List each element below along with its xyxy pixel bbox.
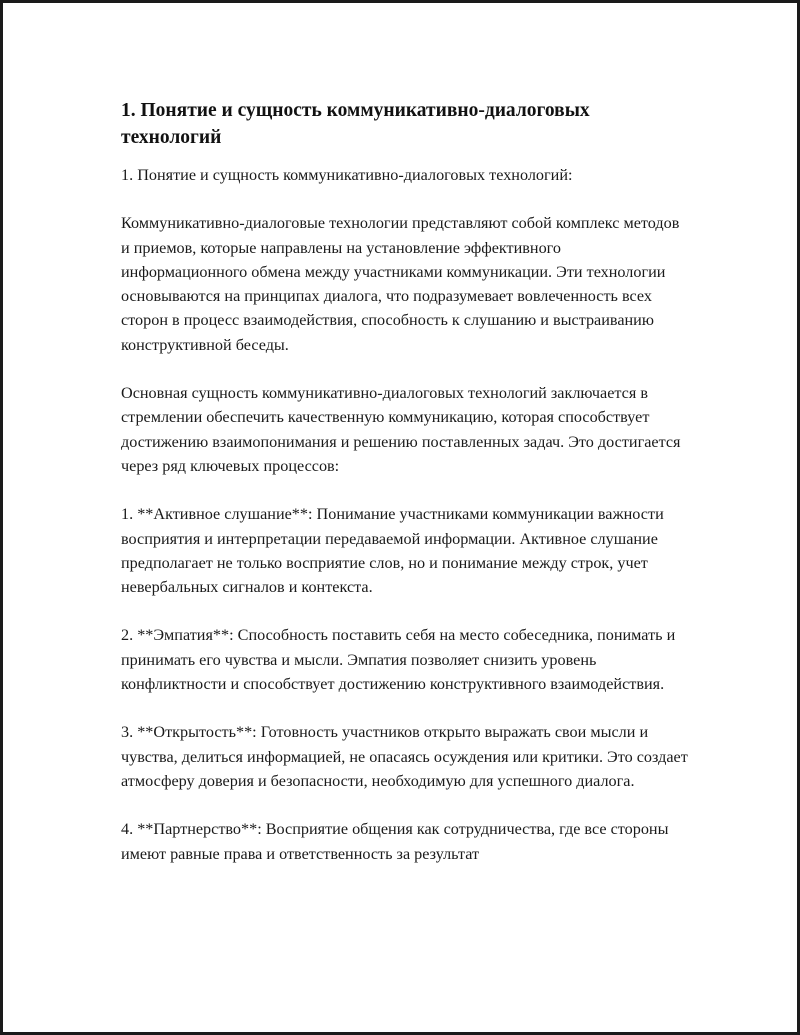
paragraph-spacer [121,357,691,381]
intro-line: 1. Понятие и сущность коммуникативно-диалоговых технологий: [121,166,573,184]
document-heading: 1. Понятие и сущность коммуникативно-диалоговых технологий [121,100,590,148]
list-item-openness: 3. **Открытость**: Готовность участников открыто выражать свои мысли и чувства, делиться информацией, не опасаясь осуждения или критики. Это создает атмосферу доверия и безопасности, необходимую для успешного диалога. [121,723,688,790]
paragraph-spacer [121,793,691,817]
paragraph-definition: Коммуникативно-диалоговые технологии представляют собой комплекс методов и приемов, которые направлены на установление эффективного информационного обмена между участниками коммуникации. Эти технологии основываются на принципах диалога, что подразумевает вовлеченность всех сторон в процесс взаимодействия, способность к слушанию и выстраиванию конструктивной беседы. [121,214,680,354]
list-item-empathy: 2. **Эмпатия**: Способность поставить себя на место собеседника, понимать и принимать его чувства и мысли. Эмпатия позволяет снизить уровень конфликтности и способствует достижению конструктивного взаимодействия. [121,626,676,694]
document-body [121,97,691,866]
paragraph-essence: Основная сущность коммуникативно-диалоговых технологий заключается в стремлении обеспечить качественную коммуникацию, которая способствует достижению взаимопонимания и решению поставленных задач. Это достигается через ряд ключевых процессов: [121,384,681,475]
paragraph-spacer [121,478,691,502]
paragraph-spacer [121,599,691,623]
list-item-partnership: 4. **Партнерство**: Восприятие общения как сотрудничества, где все стороны имеют равные права и ответственность за результат [121,820,669,863]
paragraph-spacer [121,696,691,720]
list-item-active-listening: 1. **Активное слушание**: Понимание участниками коммуникации важности восприятия и интерпретации передаваемой информации. Активное слушание предполагает не только восприятие слов, но и понимание между строк, учет невербальных сигналов и контекста. [121,505,664,597]
